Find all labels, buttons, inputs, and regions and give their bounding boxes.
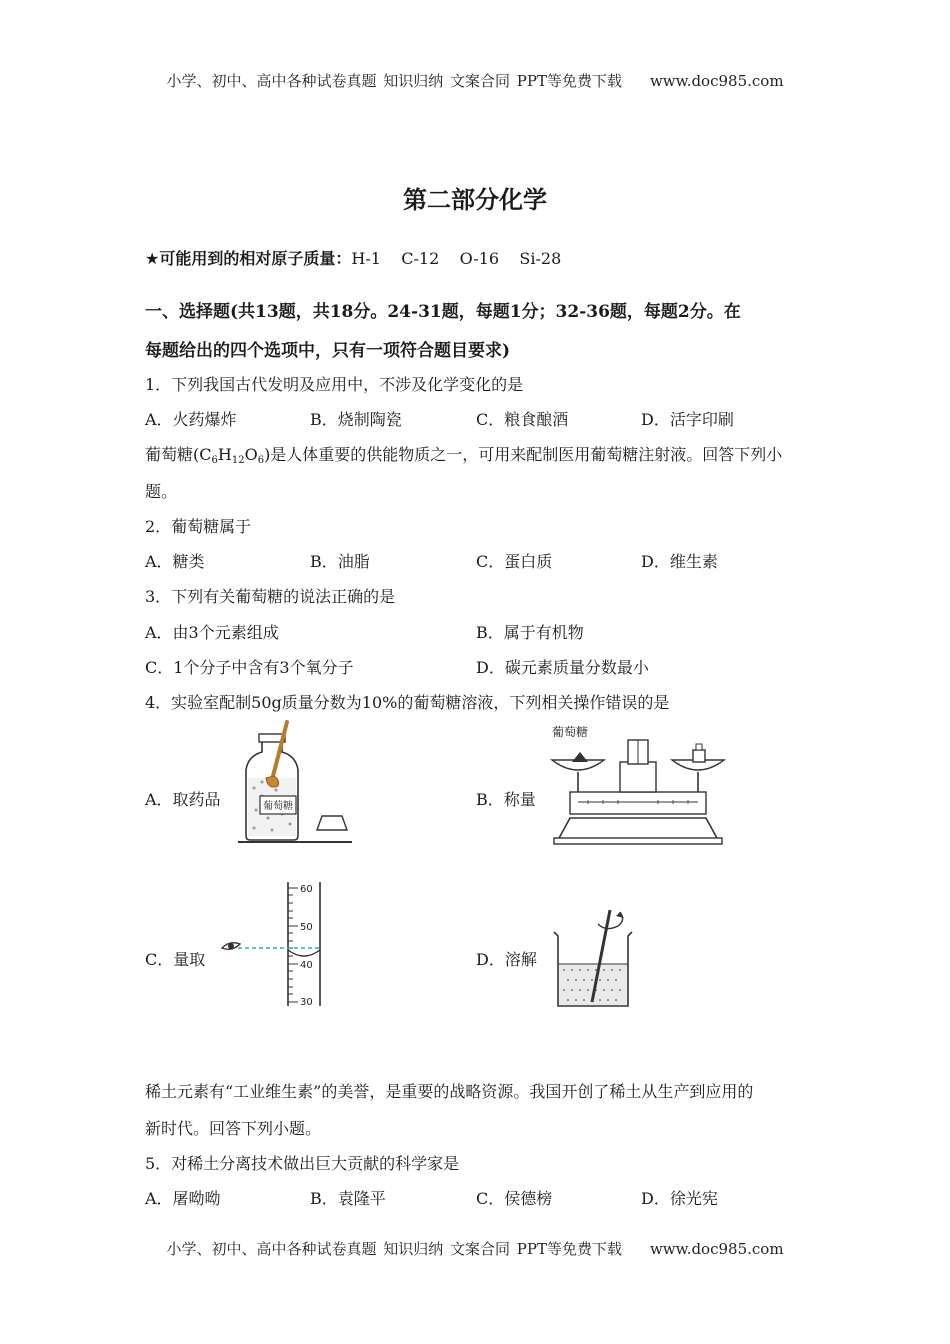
q2-option-d[interactable]: D．维生素 [641,552,718,571]
q5-stem: 5．对稀土分离技术做出巨大贡献的科学家是 [145,1154,460,1173]
q2-option-a[interactable]: A．糖类 [145,552,205,571]
q4-option-d[interactable]: D．溶解 [476,950,537,969]
q2-option-c[interactable]: C．蛋白质 [476,552,553,571]
glucose-sub-h: 12 [231,455,245,466]
section1-heading-line2: 每题给出的四个选项中，只有一项符合题目要求) [145,341,511,361]
q4-option-b[interactable]: B．称量 [476,790,536,809]
header-text: 小学、初中、高中各种试卷真题 知识归纳 文案合同 PPT等免费下载 [166,72,622,90]
q5-option-c[interactable]: C．侯德榜 [476,1189,553,1208]
rare-earth-intro-line2: 新时代。回答下列小题。 [145,1119,322,1138]
q5-option-d[interactable]: D．徐光宪 [641,1189,718,1208]
header-site: www.doc985.com [649,72,784,90]
q4-option-a[interactable]: A．取药品 [145,790,221,809]
q1-option-a[interactable]: A．火药爆炸 [145,410,237,429]
glucose-pre: 葡萄糖(C [145,445,212,464]
cylinder-tick-50: 50 [300,922,313,933]
q3-option-b[interactable]: B．属于有机物 [476,623,584,642]
cylinder-tick-30: 30 [300,997,313,1008]
balance-label: 葡萄糖 [552,725,589,739]
q2-stem: 2．葡萄糖属于 [145,517,252,536]
q4-option-c[interactable]: C．量取 [145,950,206,969]
footer-site: www.doc985.com [649,1240,784,1258]
q1-option-b[interactable]: B．烧制陶瓷 [310,410,402,429]
q1-stem: 1．下列我国古代发明及应用中，不涉及化学变化的是 [145,375,524,394]
page-header [0,70,950,91]
glucose-sub-c: 6 [211,455,218,466]
glucose-sub-o: 6 [257,455,265,466]
q3-option-c[interactable]: C．1个分子中含有3个氧分子 [145,658,354,677]
bottle-label: 葡萄糖 [263,801,293,812]
q1-option-c[interactable]: C．粮食酿酒 [476,410,569,429]
glucose-intro-line2: 题。 [145,482,178,501]
figure-reagent-bottle [232,718,357,848]
figure-balance [548,722,728,847]
q1-option-d[interactable]: D．活字印刷 [641,410,734,429]
section1-heading-line1: 一、选择题(共13题，共18分。24-31题，每题1分；32-36题，每题2分。在 [145,302,741,322]
q3-stem: 3．下列有关葡萄糖的说法正确的是 [145,587,396,606]
q5-option-b[interactable]: B．袁隆平 [310,1189,386,1208]
q5-option-a[interactable]: A．屠呦呦 [145,1189,221,1208]
cylinder-tick-60: 60 [300,884,313,895]
figure-graduated-cylinder [218,878,328,1010]
figure-beaker-stirring [548,902,648,1012]
rare-earth-intro-line1: 稀土元素有“工业维生素”的美誉，是重要的战略资源。我国开创了稀土从生产到应用的 [145,1082,754,1101]
atomic-mass-label: ★可能用到的相对原子质量： [145,249,352,268]
atomic-mass-values: H-1 C-12 O-16 Si-28 [351,249,562,268]
glucose-h: H [217,445,232,464]
q2-option-b[interactable]: B．油脂 [310,552,370,571]
footer-text: 小学、初中、高中各种试卷真题 知识归纳 文案合同 PPT等免费下载 [166,1240,622,1258]
q3-option-d[interactable]: D．碳元素质量分数最小 [476,658,649,677]
page-footer [0,1238,950,1259]
atomic-mass-line [145,246,561,269]
glucose-o: O [244,445,258,464]
page-title: 第二部分化学 [403,186,547,214]
cylinder-tick-40: 40 [300,960,313,971]
glucose-intro-line1 [145,442,782,466]
q4-stem: 4．实验室配制50g质量分数为10%的葡萄糖溶液，下列相关操作错误的是 [145,693,670,712]
glucose-post: )是人体重要的供能物质之一，可用来配制医用葡萄糖注射液。回答下列小 [264,445,783,464]
q3-option-a[interactable]: A．由3个元素组成 [145,623,279,642]
